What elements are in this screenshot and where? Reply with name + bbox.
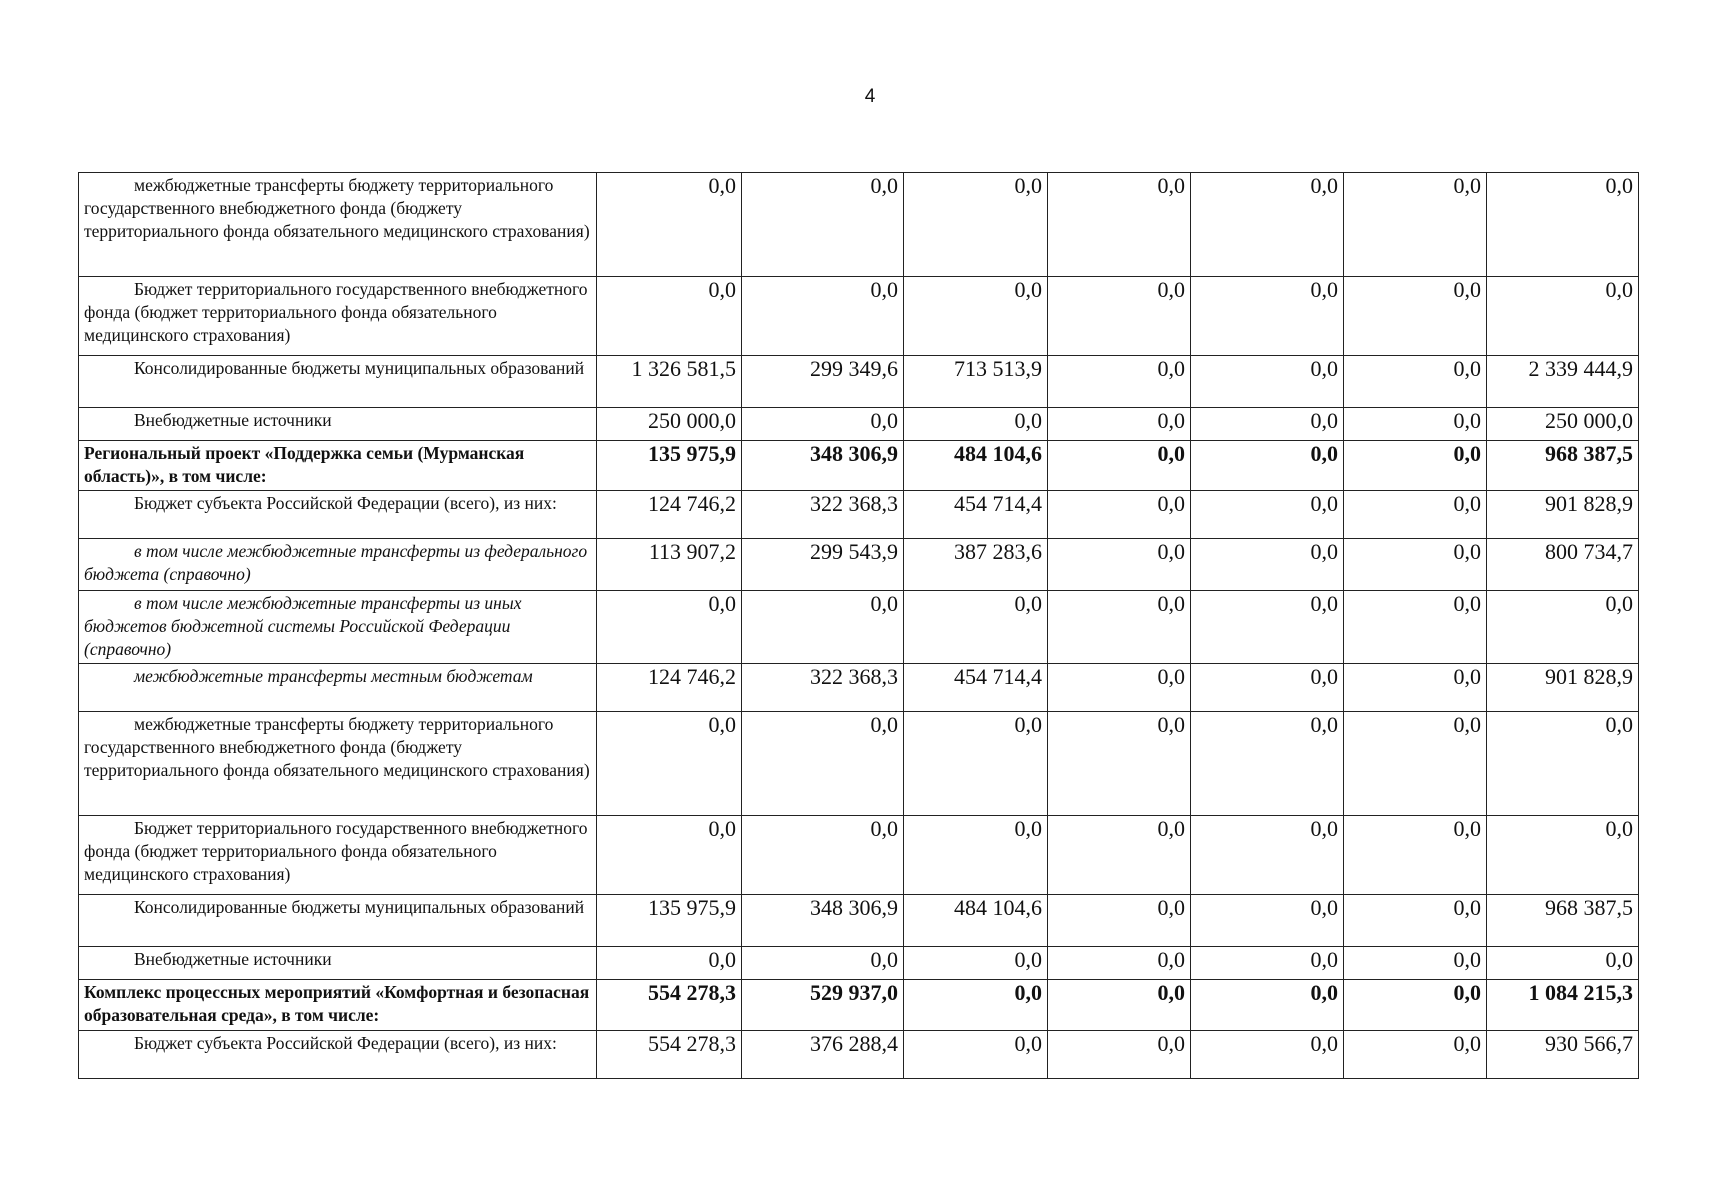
value-cell: 0,0 [904,980,1048,1031]
value-cell: 299 349,6 [742,356,904,408]
value-cell: 454 714,4 [904,491,1048,539]
row-label: Бюджет территориального государственного внебюджетного фонда (бюджет территориального фонда обязательного медицинского страхования) [79,816,597,895]
value-cell: 0,0 [1344,947,1487,980]
value-cell: 0,0 [1344,539,1487,591]
budget-table [78,172,1639,1079]
value-cell: 0,0 [1344,1031,1487,1079]
value-cell: 0,0 [904,1031,1048,1079]
table-row [79,816,1639,895]
value-cell: 0,0 [1048,539,1191,591]
value-cell: 968 387,5 [1487,895,1639,947]
value-cell: 0,0 [1344,712,1487,816]
value-cell: 322 368,3 [742,491,904,539]
value-cell: 299 543,9 [742,539,904,591]
value-cell: 0,0 [742,173,904,277]
value-cell: 0,0 [597,947,742,980]
value-cell: 454 714,4 [904,664,1048,712]
value-cell: 0,0 [1048,408,1191,441]
row-label: в том числе межбюджетные трансферты из федерального бюджета (справочно) [79,539,597,591]
value-cell: 0,0 [1191,712,1344,816]
value-cell: 387 283,6 [904,539,1048,591]
value-cell: 0,0 [1191,591,1344,664]
value-cell: 0,0 [1191,895,1344,947]
budget-table-body [79,173,1639,1079]
value-cell: 0,0 [597,173,742,277]
value-cell: 0,0 [1344,895,1487,947]
value-cell: 0,0 [1191,664,1344,712]
value-cell: 348 306,9 [742,895,904,947]
value-cell: 0,0 [1191,816,1344,895]
value-cell: 484 104,6 [904,441,1048,491]
table-row [79,173,1639,277]
value-cell: 0,0 [597,277,742,356]
value-cell: 2 339 444,9 [1487,356,1639,408]
page-number: 4 [864,86,876,107]
value-cell: 0,0 [742,277,904,356]
value-cell: 376 288,4 [742,1031,904,1079]
value-cell: 0,0 [1487,277,1639,356]
table-row [79,491,1639,539]
value-cell: 0,0 [1344,980,1487,1031]
value-cell: 0,0 [1191,980,1344,1031]
value-cell: 554 278,3 [597,980,742,1031]
value-cell: 0,0 [1048,591,1191,664]
row-label: Внебюджетные источники [79,408,597,441]
value-cell: 0,0 [1487,173,1639,277]
value-cell: 0,0 [742,816,904,895]
row-label: в том числе межбюджетные трансферты из иных бюджетов бюджетной системы Российской Федерации (справочно) [79,591,597,664]
value-cell: 0,0 [1048,816,1191,895]
value-cell: 0,0 [1344,591,1487,664]
row-label: Бюджет субъекта Российской Федерации (всего), из них: [79,1031,597,1079]
value-cell: 348 306,9 [742,441,904,491]
value-cell: 0,0 [742,712,904,816]
table-row [79,591,1639,664]
value-cell: 0,0 [1191,1031,1344,1079]
table-row [79,356,1639,408]
value-cell: 0,0 [904,591,1048,664]
value-cell: 0,0 [904,947,1048,980]
value-cell: 1 326 581,5 [597,356,742,408]
value-cell: 968 387,5 [1487,441,1639,491]
value-cell: 0,0 [1344,408,1487,441]
value-cell: 0,0 [1344,816,1487,895]
value-cell: 0,0 [904,816,1048,895]
row-label: межбюджетные трансферты бюджету территориального государственного внебюджетного фонда (бюджету территориального фонда обязательного медицинского страхования) [79,712,597,816]
table-row [79,539,1639,591]
value-cell: 0,0 [742,591,904,664]
table-row [79,664,1639,712]
table-row [79,947,1639,980]
value-cell: 901 828,9 [1487,491,1639,539]
value-cell: 322 368,3 [742,664,904,712]
value-cell: 554 278,3 [597,1031,742,1079]
value-cell: 529 937,0 [742,980,904,1031]
value-cell: 0,0 [1191,947,1344,980]
table-row [79,441,1639,491]
value-cell: 484 104,6 [904,895,1048,947]
value-cell: 0,0 [1048,947,1191,980]
value-cell: 0,0 [742,947,904,980]
value-cell: 0,0 [1048,441,1191,491]
value-cell: 0,0 [1191,539,1344,591]
value-cell: 0,0 [904,277,1048,356]
value-cell: 124 746,2 [597,664,742,712]
value-cell: 0,0 [904,712,1048,816]
table-row [79,277,1639,356]
value-cell: 0,0 [1048,356,1191,408]
value-cell: 0,0 [1048,173,1191,277]
value-cell: 135 975,9 [597,895,742,947]
value-cell: 0,0 [1048,1031,1191,1079]
value-cell: 0,0 [1191,441,1344,491]
table-row [79,980,1639,1031]
table-row [79,408,1639,441]
table-row [79,1031,1639,1079]
value-cell: 0,0 [1344,173,1487,277]
value-cell: 0,0 [1048,664,1191,712]
value-cell: 0,0 [904,173,1048,277]
row-label: Внебюджетные источники [79,947,597,980]
value-cell: 800 734,7 [1487,539,1639,591]
value-cell: 0,0 [597,591,742,664]
value-cell: 113 907,2 [597,539,742,591]
value-cell: 0,0 [1487,712,1639,816]
value-cell: 0,0 [1487,947,1639,980]
value-cell: 0,0 [1191,491,1344,539]
row-label: Консолидированные бюджеты муниципальных образований [79,895,597,947]
value-cell: 0,0 [1191,408,1344,441]
value-cell: 0,0 [904,408,1048,441]
value-cell: 0,0 [1487,816,1639,895]
value-cell: 0,0 [1487,591,1639,664]
table-row [79,712,1639,816]
value-cell: 0,0 [1048,277,1191,356]
value-cell: 0,0 [1344,277,1487,356]
value-cell: 0,0 [1048,895,1191,947]
table-row [79,895,1639,947]
value-cell: 0,0 [1191,356,1344,408]
value-cell: 1 084 215,3 [1487,980,1639,1031]
row-label: межбюджетные трансферты местным бюджетам [79,664,597,712]
row-label: Консолидированные бюджеты муниципальных образований [79,356,597,408]
value-cell: 0,0 [1344,664,1487,712]
value-cell: 250 000,0 [597,408,742,441]
row-label: Бюджет субъекта Российской Федерации (всего), из них: [79,491,597,539]
value-cell: 135 975,9 [597,441,742,491]
value-cell: 124 746,2 [597,491,742,539]
value-cell: 0,0 [1048,712,1191,816]
value-cell: 0,0 [1344,491,1487,539]
row-label: Бюджет территориального государственного внебюджетного фонда (бюджет территориального фонда обязательного медицинского страхования) [79,277,597,356]
value-cell: 0,0 [742,408,904,441]
value-cell: 0,0 [597,712,742,816]
value-cell: 0,0 [1048,980,1191,1031]
row-label: Региональный проект «Поддержка семьи (Мурманская область)», в том числе: [79,441,597,491]
value-cell: 0,0 [1344,441,1487,491]
value-cell: 0,0 [597,816,742,895]
value-cell: 901 828,9 [1487,664,1639,712]
value-cell: 713 513,9 [904,356,1048,408]
value-cell: 0,0 [1048,491,1191,539]
value-cell: 0,0 [1191,277,1344,356]
row-label: Комплекс процессных мероприятий «Комфортная и безопасная образовательная среда», в том числе: [79,980,597,1031]
value-cell: 0,0 [1344,356,1487,408]
value-cell: 0,0 [1191,173,1344,277]
row-label: межбюджетные трансферты бюджету территориального государственного внебюджетного фонда (бюджету территориального фонда обязательного медицинского страхования) [79,173,597,277]
value-cell: 930 566,7 [1487,1031,1639,1079]
value-cell: 250 000,0 [1487,408,1639,441]
